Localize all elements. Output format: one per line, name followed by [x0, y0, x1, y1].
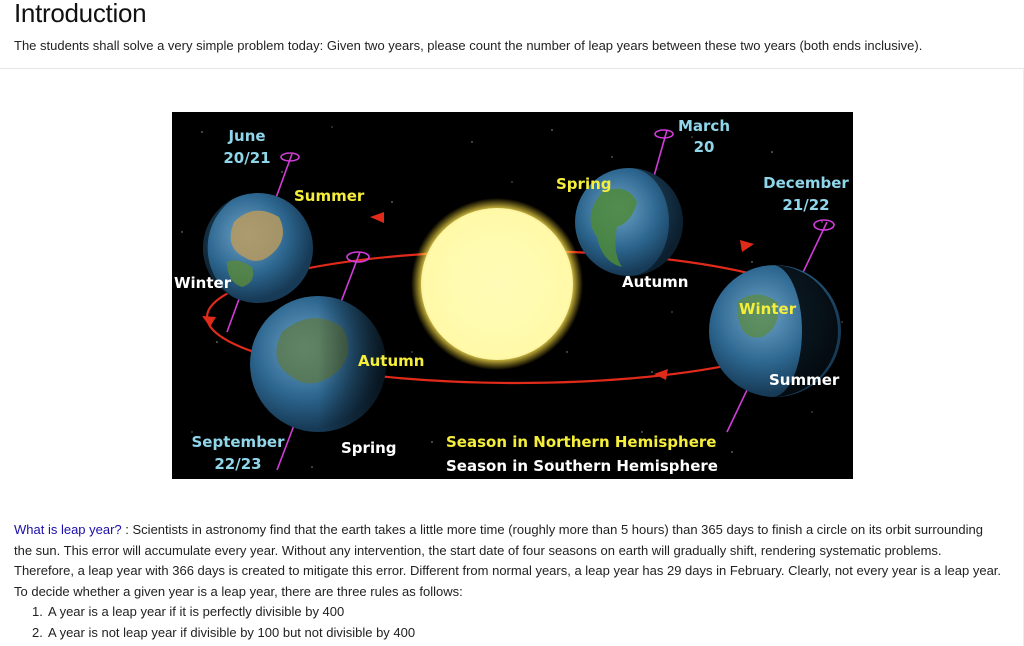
label-september: September — [191, 433, 285, 451]
intro-text: The students shall solve a very simple problem today: Given two years, please count the number of leap years between these two years (both ends inclusive). — [14, 38, 923, 53]
legend-northern: Season in Northern Hemisphere — [446, 433, 717, 451]
legend-southern: Season in Southern Hemisphere — [446, 457, 718, 475]
list-item-number: 1. — [32, 604, 43, 619]
label-march: March — [677, 117, 731, 135]
list-item-text: A year is a leap year if it is perfectly divisible by 400 — [48, 604, 345, 619]
label-september-date: 22/23 — [214, 455, 262, 473]
label-winter-north-december: Winter — [739, 300, 797, 318]
leap-year-text: : Scientists in astronomy find that the earth takes a little more time (roughly more than 5 hours) than 365 days to finish a circle on its orbit surrounding the sun. This error will accumulate every year. Without any intervention, the start date of four seasons on earth will gradually shift, rendering systematic problems. Therefore, a leap year with 366 days is created to mitigate this error. Different from normal years, a leap year has 29 days in February. Clearly, not every year is a leap year. To decide whether a given year is a leap year, there are three rules as follows: — [14, 522, 1002, 599]
list-item — [14, 602, 415, 623]
label-spring-north-march: Spring — [556, 175, 612, 193]
label-june-date: 20/21 — [223, 149, 271, 167]
leap-year-link[interactable]: What is leap year? — [14, 522, 122, 537]
list-item — [14, 623, 415, 644]
seasons-figure — [172, 112, 853, 479]
label-summer-south-december: Summer — [769, 371, 840, 389]
seasons-diagram — [172, 112, 853, 479]
leap-year-paragraph — [14, 520, 1004, 602]
divider — [0, 68, 1024, 69]
label-autumn-north-september: Autumn — [358, 352, 425, 370]
label-june: June — [228, 127, 266, 145]
label-december: December — [763, 174, 849, 192]
label-winter-south-june: Winter — [174, 274, 232, 292]
list-item-text: A year is not leap year if divisible by 100 but not divisible by 400 — [48, 624, 416, 640]
rules-list — [14, 602, 415, 643]
label-spring-south-september: Spring — [341, 439, 397, 457]
label-summer-north-june: Summer — [294, 187, 365, 205]
list-item-number: 2. — [32, 624, 43, 640]
page-title: Introduction — [14, 0, 147, 28]
label-autumn-south-march: Autumn — [622, 273, 689, 291]
label-december-date: 21/22 — [782, 196, 830, 214]
label-march-date: 20 — [693, 138, 715, 156]
